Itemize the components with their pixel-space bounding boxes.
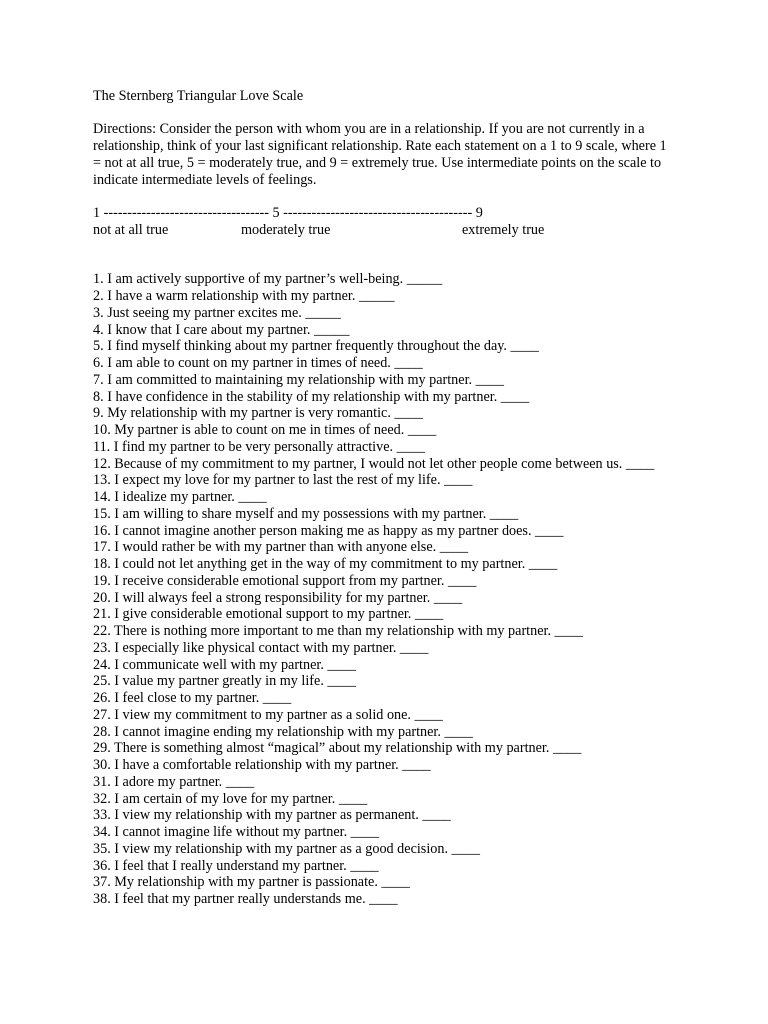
statement-item: 22. There is nothing more important to me than my relationship with my partner. ____ [93,623,583,639]
statement-item: 33. I view my relationship with my partner as permanent. ____ [93,807,451,824]
scale-label-mid: moderately true [241,221,331,238]
directions-paragraph: Directions: Consider the person with whom you are in a relationship. If you are not currently in a relationship, think of your last significant relationship. Rate each statement on a 1 to 9 scale, where 1 = not at all true, 5 = moderately true, and 9 = extremely true. Use intermediate points on the scale to indicate intermediate levels of feelings. [93,121,667,188]
statement-item: 6. I am able to count on my partner in times of need. ____ [93,355,423,371]
statement-item: 17. I would rather be with my partner than with anyone else. ____ [93,539,469,556]
statement-item: 32. I am certain of my love for my partner. ____ [93,790,368,807]
document-page [93,88,683,908]
scale-line: 1 ----------------------------------- 5 ---------------------------------------- 9 [93,204,483,221]
statement-item: 9. My relationship with my partner is very romantic. ____ [93,405,423,422]
statement-item: 20. I will always feel a strong responsibility for my partner. ____ [93,589,463,606]
statement-item: 16. I cannot imagine another person making me as happy as my partner does. ____ [93,522,564,539]
statement-item: 5. I find myself thinking about my partner frequently throughout the day. ____ [93,338,539,355]
statement-item: 38. I feel that my partner really understands me. ____ [93,891,398,907]
statement-item: 12. Because of my commitment to my partner, I would not let other people come between us. ____ [93,455,655,472]
document-title: The Sternberg Triangular Love Scale [93,88,304,104]
statement-item: 27. I view my commitment to my partner as a solid one. ____ [93,706,443,723]
rating-scale [93,205,683,239]
statement-item: 29. There is something almost “magical” about my relationship with my partner. ____ [93,740,582,757]
statement-item: 21. I give considerable emotional support to my partner. ____ [93,606,444,623]
statement-item: 13. I expect my love for my partner to last the rest of my life. ____ [93,472,473,489]
statement-list [93,271,663,908]
statement-item: 35. I view my relationship with my partner as a good decision. ____ [93,840,480,857]
statement-item: 3. Just seeing my partner excites me. _____ [93,304,341,321]
statement-item: 25. I value my partner greatly in my life. ____ [93,673,356,690]
statement-item: 24. I communicate well with my partner. ____ [93,656,356,673]
statement-item: 37. My relationship with my partner is passionate. ____ [93,874,410,891]
statement-item: 30. I have a comfortable relationship with my partner. ____ [93,757,431,773]
statement-item: 4. I know that I care about my partner. _____ [93,321,350,338]
statement-item: 10. My partner is able to count on me in times of need. ____ [93,422,437,438]
statement-item: 23. I especially like physical contact with my partner. ____ [93,639,429,656]
statement-item: 2. I have a warm relationship with my partner. _____ [93,288,395,304]
statement-item: 15. I am willing to share myself and my possessions with my partner. ____ [93,505,519,522]
statement-item: 14. I idealize my partner. ____ [93,489,267,505]
statement-item: 18. I could not let anything get in the way of my commitment to my partner. ____ [93,556,558,572]
scale-label-high: extremely true [462,221,545,238]
statement-item: 1. I am actively supportive of my partner’s well-being. _____ [93,271,443,288]
scale-label-low: not at all true [93,221,169,238]
statement-item: 19. I receive considerable emotional support from my partner. ____ [93,572,477,589]
statement-item: 28. I cannot imagine ending my relationship with my partner. ____ [93,723,473,740]
statement-item: 11. I find my partner to be very personally attractive. ____ [93,438,425,455]
statement-item: 7. I am committed to maintaining my relationship with my partner. ____ [93,371,504,388]
scale-labels [93,222,683,239]
statement-item: 26. I feel close to my partner. ____ [93,690,292,706]
statement-item: 8. I have confidence in the stability of my relationship with my partner. ____ [93,388,530,405]
statement-item: 36. I feel that I really understand my partner. ____ [93,857,379,874]
statement-item: 34. I cannot imagine life without my partner. ____ [93,824,380,840]
statement-item: 31. I adore my partner. ____ [93,773,255,790]
